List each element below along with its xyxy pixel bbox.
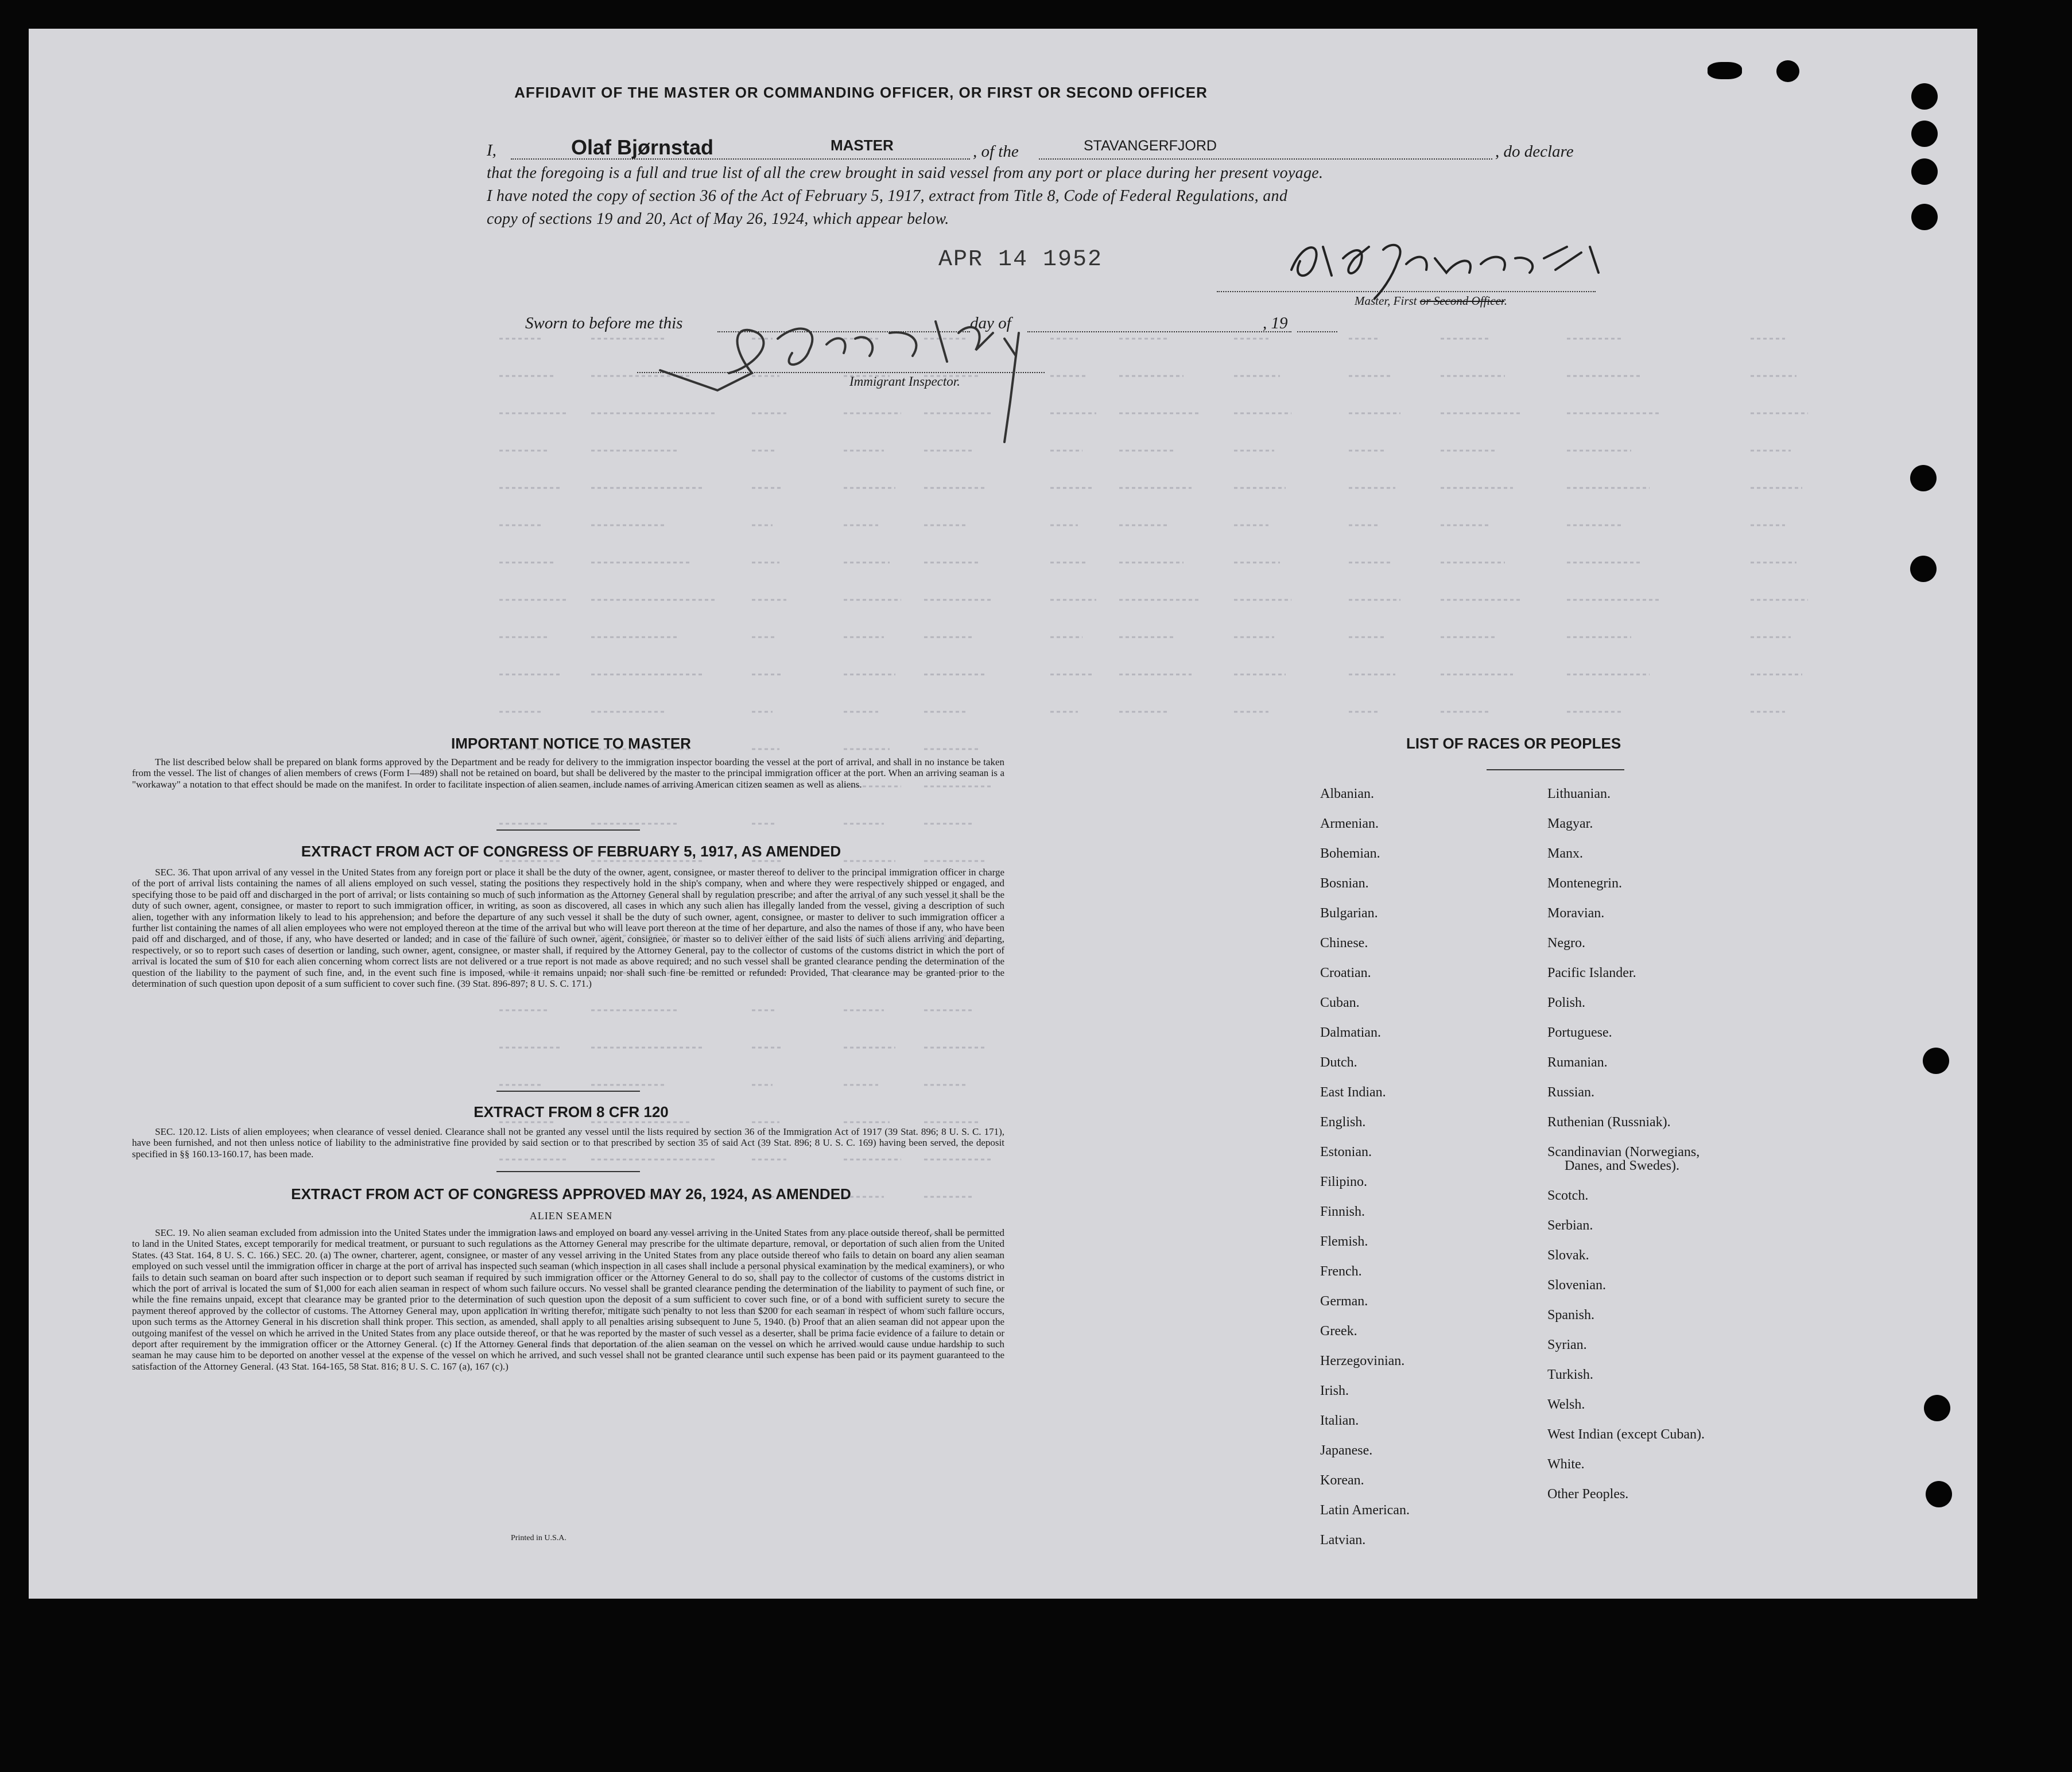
races-list-left	[1320, 779, 1410, 1555]
race-item: Serbian.	[1547, 1218, 1593, 1233]
race-item: Manx.	[1547, 846, 1583, 861]
affidavit-line-2: that the foregoing is a full and true list of all the crew brought in said vessel from any port or place during her present voyage.	[487, 164, 1324, 182]
race-item: White.	[1547, 1457, 1585, 1472]
inspector-signature-line	[637, 372, 1045, 373]
punch-hole	[1708, 62, 1742, 79]
vessel-line	[1039, 158, 1492, 160]
inspector-signature	[637, 298, 1050, 448]
act-1917-title: EXTRACT FROM ACT OF CONGRESS OF FEBRUARY 5, 1917, AS AMENDED	[301, 843, 841, 860]
race-item: Polish.	[1547, 995, 1586, 1010]
do-declare-label: , do declare	[1495, 142, 1574, 161]
master-rank: MASTER	[831, 137, 894, 154]
punch-hole	[1926, 1481, 1952, 1507]
punch-hole	[1910, 556, 1937, 582]
affidavit-line-3: I have noted the copy of section 36 of the Act of February 5, 1917, extract from Title 8, Code of Federal Regulations, and	[487, 187, 1288, 205]
punch-hole	[1923, 1048, 1949, 1074]
race-item: Turkish.	[1547, 1367, 1593, 1382]
act-1924-body: SEC. 19. No alien seaman excluded from admission into the United States under the immigration laws and employed on board any vessel arriving in the United States from any place outside thereof, shall be permitted to land in the United States, except temporarily for medical treatment, or pursuant to such regulations as the Attorney General may prescribe for the ultimate departure, removal, or deportation of such alien from the United States. (43 Stat. 164, 8 U. S. C. 166.) SEC. 20. (a) The owner, charterer, agent, consignee, or master of any vessel arriving in the United States from any place outside thereof who fails to detain on board any alien seaman employed on such vessel until the immigration officer in charge at the port of arrival has inspected such seaman (which inspection in all cases shall include a personal physical examination by the medical examiners), or who fails to detain such seaman on board after such inspection or to deport such seaman if required by such immigration officer or the Attorney General to do so, shall pay to the collector of customs of the customs district in which the port of arrival is located the sum of $1,000 for each alien seaman in respect of whom such failure occurs. No vessel shall be granted clearance pending the determination of the liability to payment of such fine, or while the fine remains unpaid, except that clearance may be granted prior to the determination of such question upon the deposit of a sum sufficient to cover such fine, or of a bond with sufficient surety to secure the payment thereof approved by the collector of customs. The Attorney General may, upon application in writing therefor, mitigate such penalty to not less than $200 for each seaman in respect of whom such failure occurs, upon such terms as the Attorney General in his discretion shall think proper. This section, as amended, shall apply to all penalties arising subsequent to June 5, 1940. (b) Proof that an alien seaman did not appear upon the outgoing manifest of the vessel on which he arrived in the United States from any place outside thereof, or that he was reported by the master of such vessel as a deserter, shall be prima facie evidence of a failure to detain or deport after requirement by the immigration officer or the Attorney General. (c) If the Attorney General finds that deportation of the alien seaman on the vessel on which he arrived would cause undue hardship to such seaman he may cause him to be deported on another vessel at the expense of the vessel on which he arrived, and such vessel shall not be granted clearance until such expense has been paid or its payment guaranteed to the satisfaction of the Attorney General. (43 Stat. 164-165, 58 Stat. 816; 8 U. S. C. 167 (a), 167 (c).)	[132, 1227, 1004, 1372]
act-1924-title: EXTRACT FROM ACT OF CONGRESS APPROVED MAY 26, 1924, AS AMENDED	[291, 1185, 851, 1203]
year-label: , 19	[1263, 314, 1288, 332]
punch-hole	[1911, 204, 1938, 230]
race-item: Cuban.	[1320, 995, 1360, 1010]
race-item: Ruthenian (Russniak).	[1547, 1115, 1671, 1130]
race-item: Croatian.	[1320, 966, 1371, 980]
race-item: Dutch.	[1320, 1055, 1357, 1070]
officer-caption-struck: or Second Officer	[1419, 294, 1504, 308]
race-item: Moravian.	[1547, 906, 1605, 921]
year-line	[1297, 331, 1337, 332]
cfr-body: SEC. 120.12. Lists of alien employees; when clearance of vessel denied. Clearance shall not be granted any vessel until the lists required by section 36 of the Immigration Act of 1917 (39 Stat. 896; 8 U. S. C. 171), have been furnished, and not then unless notice of liability to the administrative fine provided by said section or to that prescribed by section 35 of said Act (39 Stat. 896; 8 U. S. C. 169) having been served, the deposit specified in §§ 160.13-160.17, has been made.	[132, 1126, 1004, 1160]
race-item: Russian.	[1547, 1085, 1595, 1100]
race-item: Magyar.	[1547, 816, 1593, 831]
race-item: Welsh.	[1547, 1397, 1585, 1412]
rule	[496, 1171, 640, 1172]
notice-body: The list described below shall be prepared on blank forms approved by the Department and be ready for delivery to the immigration inspector boarding the vessel at the port of arrival, and shall in no instance be taken from the vessel. The list of changes of alien members of crews (Form I—489) shall not be retained on board, but shall be delivered by the master to the principal immigration officer at the port. When an arriving seaman is a "workaway" a notation to that effect should be made on the manifest. In order to facilitate inspection of alien seamen, include names of arriving American citizen seamen as well as aliens.	[132, 757, 1004, 790]
officer-caption-end: .	[1504, 294, 1507, 308]
sworn-text: Sworn to before me this	[525, 314, 683, 332]
punch-hole	[1911, 158, 1938, 185]
notice-title: IMPORTANT NOTICE TO MASTER	[451, 735, 691, 752]
vessel-name: STAVANGERFJORD	[1084, 138, 1217, 154]
of-the-label: , of the	[973, 142, 1019, 161]
race-item: Spanish.	[1547, 1308, 1595, 1323]
punch-hole	[1911, 121, 1938, 147]
race-item: West Indian (except Cuban).	[1547, 1427, 1705, 1442]
rule	[1487, 769, 1624, 770]
race-item: Scotch.	[1547, 1188, 1589, 1203]
race-item: Lithuanian.	[1547, 786, 1611, 801]
race-item: French.	[1320, 1264, 1362, 1279]
master-name: Olaf Bjørnstad	[571, 135, 714, 159]
punch-hole	[1911, 83, 1938, 110]
race-item: Bohemian.	[1320, 846, 1380, 861]
race-item: Korean.	[1320, 1473, 1364, 1488]
act-1917-body: SEC. 36. That upon arrival of any vessel in the United States from any foreign port or place it shall be the duty of the owner, agent, consignee, or master thereof to deliver to the principal immigration officer in charge of the port of arrival lists containing the names of all aliens employed on such vessel, stating the positions they respectively hold in the ship's company, when and where they were respectively shipped or engaged, and specifying those to be paid off and discharged in the port of arrival; or lists containing so much of such information as the Attorney General shall by regulation prescribe; and after the arrival of any such vessel it shall be the duty of such owner, agent, consignee, or master to report to such immigration officer, in writing, as soon as discovered, all cases in which any such alien has illegally landed from the vessel, giving a description of such alien, together with any information likely to lead to his apprehension; and before the departure of any such vessel it shall be the duty of such owner, agent, consignee, or master to deliver to such immigration officer a further list containing the names of all alien employees who were not employed thereon at the time of the arrival but who will leave port thereon at the time of her departure, and also the names of those if any, who have been paid off and discharged, and of those, if any, who have deserted or landed; and in case of the failure of such owner, agent, consignee, or master so to deliver either of the said lists of such aliens arriving and departing, respectively, or so to report such cases of desertion or landing, such owner, agent, consignee, or master shall, if required by the Attorney General, pay to the collector of customs of the customs district in which the port of arrival is located the sum of $10 for each alien concerning whom correct lists are not delivered or a true report is not made as above required; and no such vessel shall be granted clearance pending the determination of the question of the liability to the payment of such fine, and, in the event such fine is imposed, while it remains unpaid; nor shall such fine be remitted or refunded: Provided, That clearance may be granted prior to the determination of such question upon deposit of a sum sufficient to cover such fine. (39 Stat. 896-897; 8 U. S. C. 171.)	[132, 867, 1004, 990]
race-item: Albanian.	[1320, 786, 1374, 801]
day-of-label: day of	[970, 314, 1011, 332]
officer-caption-master: Master, First	[1355, 294, 1417, 308]
rule	[496, 1091, 640, 1092]
race-item: Syrian.	[1547, 1337, 1587, 1352]
race-item: Herzegovinian.	[1320, 1354, 1405, 1368]
date-stamp: APR 14 1952	[938, 247, 1103, 273]
race-item: Scandinavian (Norwegians,	[1547, 1145, 1700, 1160]
race-item: Irish.	[1320, 1383, 1349, 1398]
race-item: Chinese.	[1320, 936, 1368, 951]
race-item: East Indian.	[1320, 1085, 1386, 1100]
act-1924-subtitle: ALIEN SEAMEN	[529, 1210, 613, 1222]
officer-caption	[1355, 294, 1507, 308]
race-item: Danes, and Swedes).	[1565, 1158, 1679, 1173]
race-item: Latin American.	[1320, 1503, 1410, 1518]
officer-signature-line	[1217, 291, 1596, 292]
races-list-right	[1547, 779, 1705, 1509]
race-item: Flemish.	[1320, 1234, 1368, 1249]
race-item: Japanese.	[1320, 1443, 1373, 1458]
inspector-caption: Immigrant Inspector.	[849, 374, 960, 389]
race-item: Dalmatian.	[1320, 1025, 1381, 1040]
race-item: Bosnian.	[1320, 876, 1369, 891]
race-item: Other Peoples.	[1547, 1487, 1629, 1502]
affidavit-title: AFFIDAVIT OF THE MASTER OR COMMANDING OFFICER, OR FIRST OR SECOND OFFICER	[514, 84, 1208, 101]
affidavit-pronoun: I,	[487, 141, 496, 160]
race-item: Montenegrin.	[1547, 876, 1622, 891]
races-title: LIST OF RACES OR PEOPLES	[1406, 735, 1621, 752]
document-sheet	[29, 29, 1977, 1599]
punch-hole	[1924, 1395, 1950, 1421]
punch-hole	[1910, 465, 1937, 491]
affidavit-line-4: copy of sections 19 and 20, Act of May 26, 1924, which appear below.	[487, 210, 949, 228]
month-line	[1027, 331, 1291, 332]
race-item: Negro.	[1547, 936, 1585, 951]
cfr-title: EXTRACT FROM 8 CFR 120	[474, 1103, 669, 1120]
race-item: Latvian.	[1320, 1533, 1366, 1548]
race-item: Estonian.	[1320, 1145, 1372, 1160]
printed-in-usa: Printed in U.S.A.	[511, 1534, 566, 1542]
race-item: Portuguese.	[1547, 1025, 1612, 1040]
rule	[496, 829, 640, 831]
master-signature	[1268, 224, 1636, 304]
race-item: Greek.	[1320, 1324, 1357, 1339]
race-item: Italian.	[1320, 1413, 1359, 1428]
race-item: English.	[1320, 1115, 1366, 1130]
race-item: Rumanian.	[1547, 1055, 1608, 1070]
race-item: Slovenian.	[1547, 1278, 1606, 1293]
race-item: Armenian.	[1320, 816, 1379, 831]
race-item: Bulgarian.	[1320, 906, 1378, 921]
punch-hole	[1776, 60, 1799, 82]
race-item: Pacific Islander.	[1547, 966, 1636, 980]
race-item: Finnish.	[1320, 1204, 1365, 1219]
race-item: Filipino.	[1320, 1174, 1368, 1189]
race-item: German.	[1320, 1294, 1368, 1309]
race-item: Slovak.	[1547, 1248, 1589, 1263]
